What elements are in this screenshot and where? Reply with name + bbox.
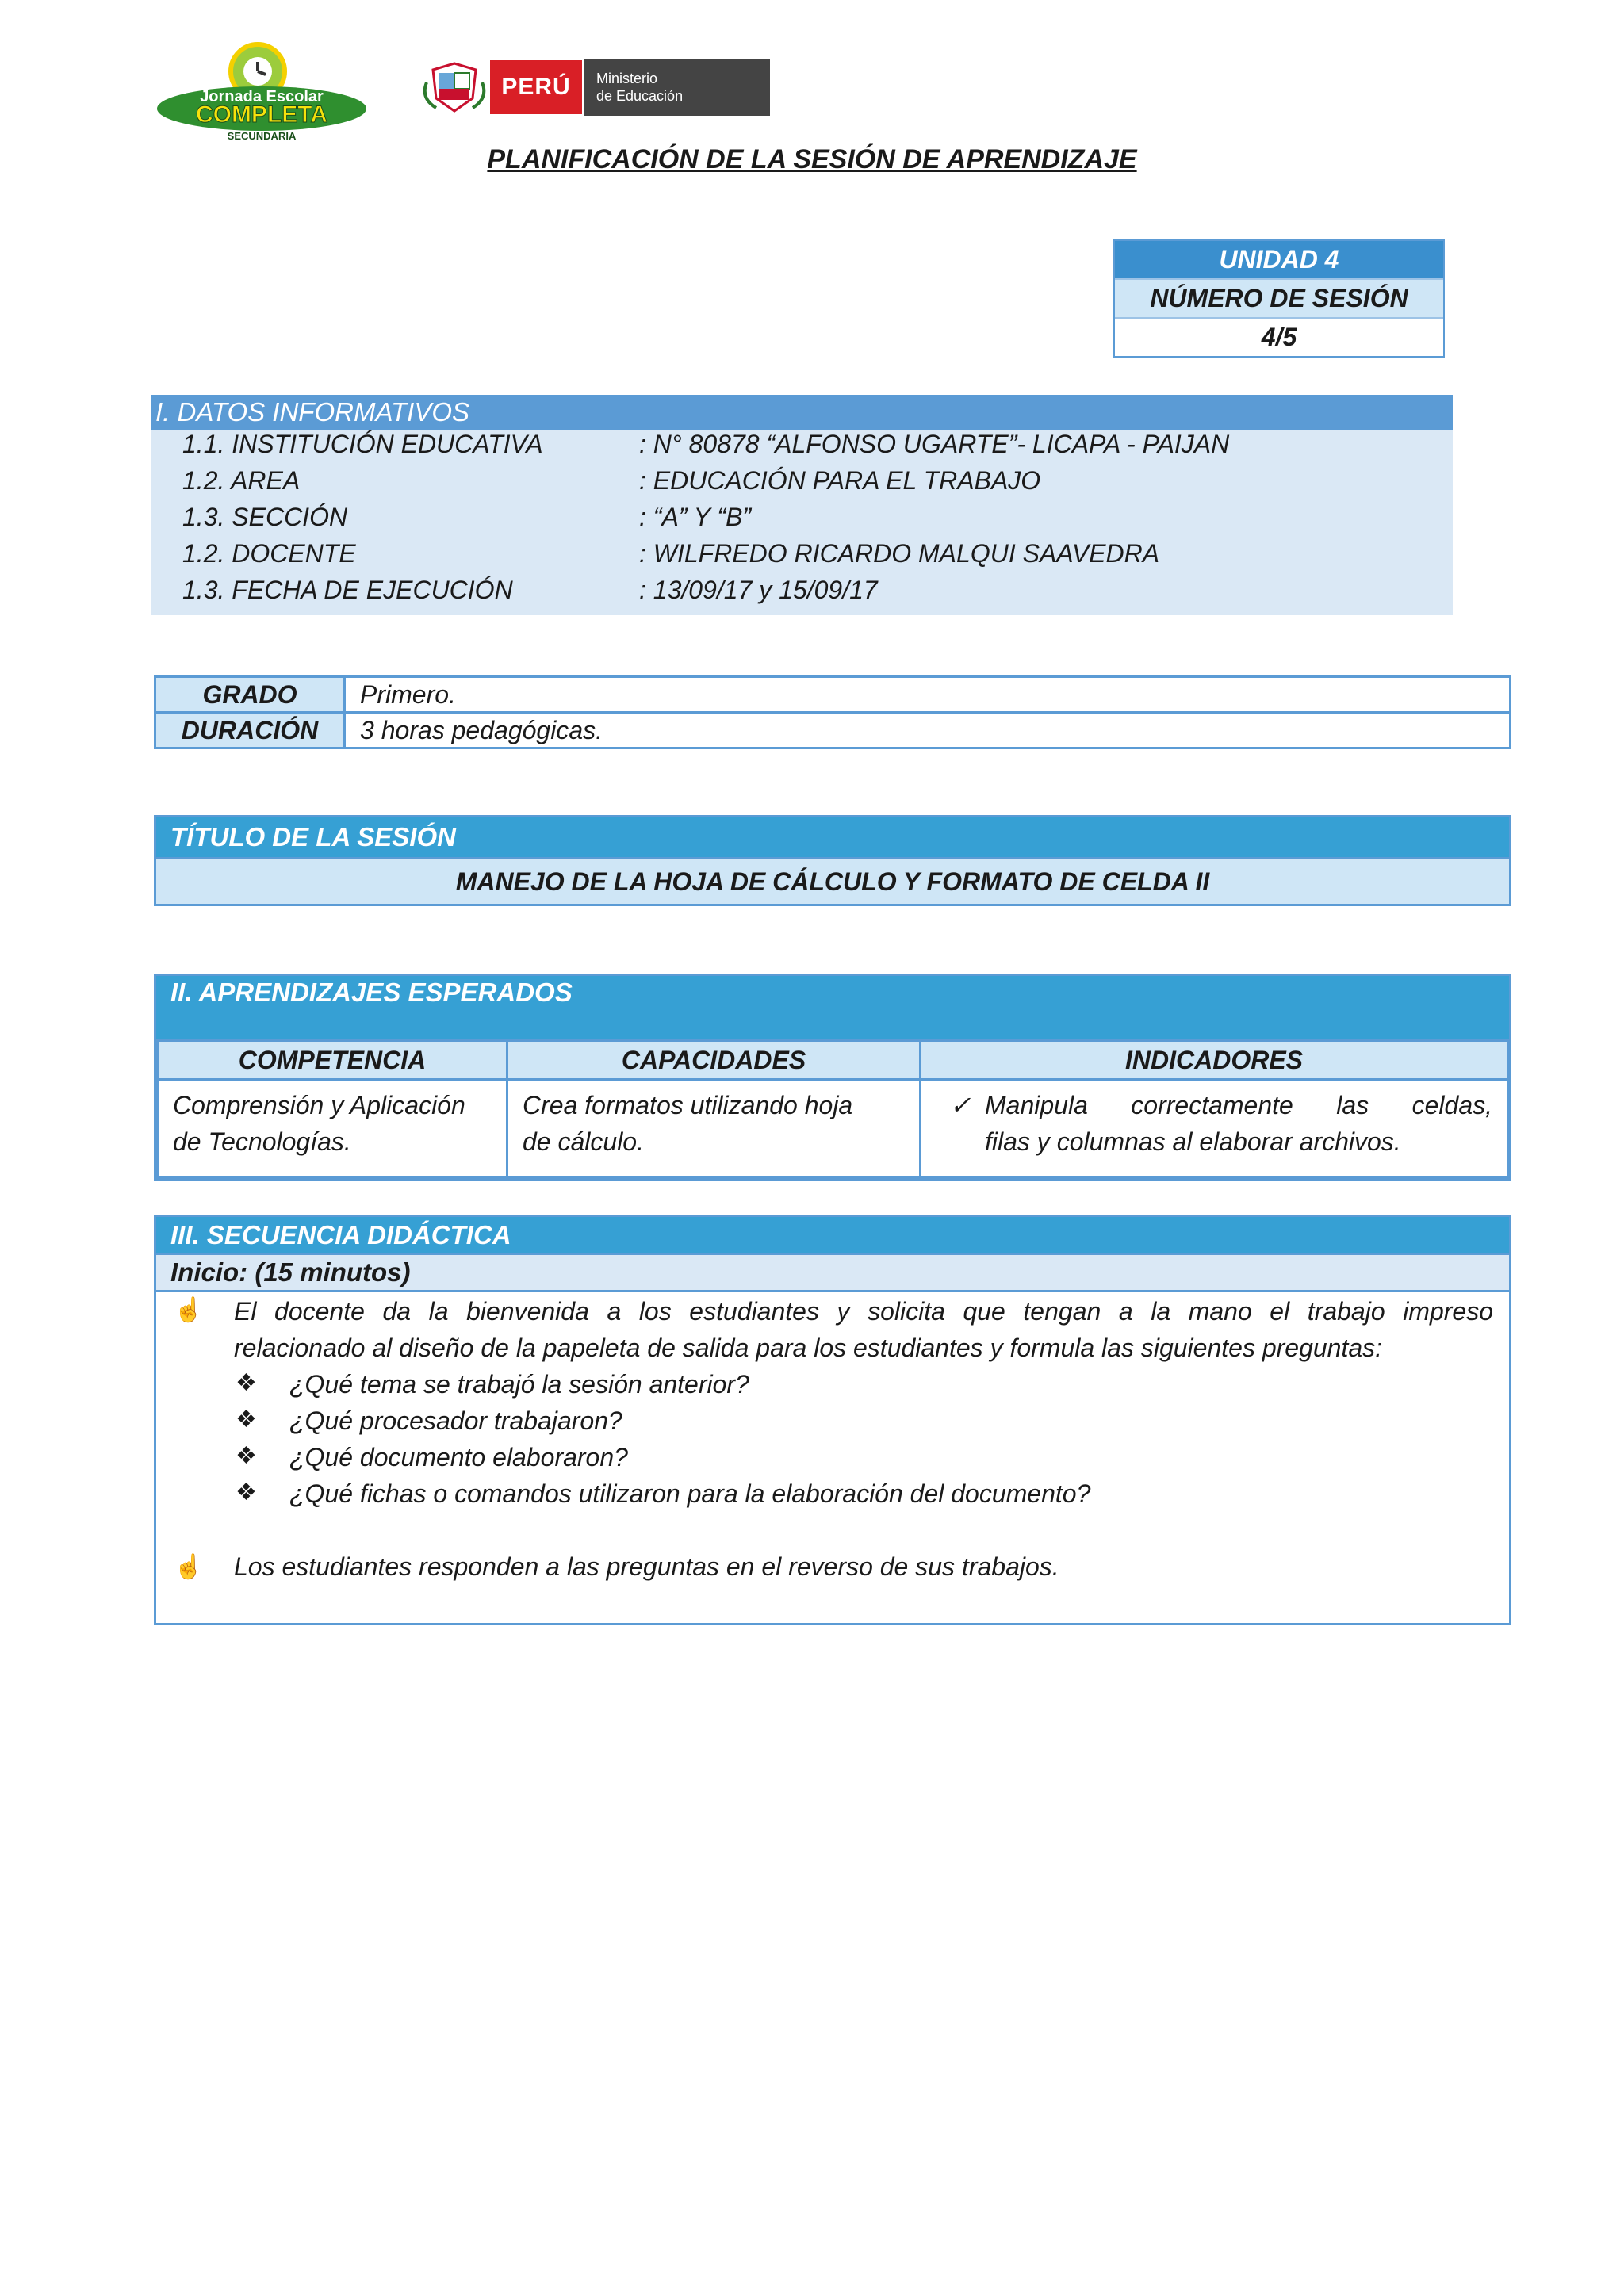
diamond-bullet-icon: ❖ <box>236 1406 257 1433</box>
grado-table <box>154 675 1511 749</box>
diamond-bullet-icon: ❖ <box>236 1370 257 1396</box>
ministerio-line2: de Educación <box>596 88 684 104</box>
jec-line3: SECUNDARIA <box>227 130 297 142</box>
datos-label: 1.2. AREA <box>182 466 301 495</box>
minedu-logo <box>420 59 781 116</box>
table-row <box>155 713 1511 748</box>
unit-label: UNIDAD 4 <box>1115 241 1443 280</box>
pointing-hand-icon: ☝ <box>174 1554 204 1580</box>
datos-value: : 13/09/17 y 15/09/17 <box>639 576 878 604</box>
question-item: ¿Qué tema se trabajó la sesión anterior? <box>289 1370 749 1399</box>
session-number-label: NÚMERO DE SESIÓN <box>1115 280 1443 319</box>
indent-spacer <box>936 1123 985 1160</box>
datos-label: 1.1. INSTITUCIÓN EDUCATIVA <box>182 430 543 458</box>
inicio-paragraph-line: relacionado al diseño de la papeleta de salida para los estudiantes y formula las siguientes preguntas: <box>234 1334 1383 1362</box>
pointing-hand-icon: ☝ <box>174 1297 204 1323</box>
unit-box <box>1113 239 1445 358</box>
aprendizajes-heading: II. APRENDIZAJES ESPERADOS <box>156 976 1509 1039</box>
table-row <box>155 677 1511 713</box>
ministerio-line1: Ministerio <box>596 71 658 86</box>
datos-value: : WILFREDO RICARDO MALQUI SAAVEDRA <box>639 539 1160 568</box>
datos-label: 1.3. SECCIÓN <box>182 503 348 531</box>
page-title: PLANIFICACIÓN DE LA SESIÓN DE APRENDIZAJE <box>487 144 1137 174</box>
aprendizajes-box <box>154 974 1511 1181</box>
indicador-item <box>936 1123 1492 1160</box>
table-row <box>158 1080 1508 1177</box>
datos-value: : “A” Y “B” <box>639 503 752 531</box>
indicador-cell <box>921 1080 1508 1177</box>
ministerio-label <box>584 59 770 116</box>
datos-label: 1.2. DOCENTE <box>182 539 356 568</box>
inicio-heading: Inicio: (15 minutos) <box>156 1253 1509 1292</box>
competencia-line: de Tecnologías. <box>173 1127 351 1156</box>
aprendizajes-table <box>156 1039 1509 1178</box>
grado-label: GRADO <box>155 677 345 713</box>
inicio-paragraph-2: Los estudiantes responden a las preguntas en el reverso de sus trabajos. <box>234 1552 1059 1581</box>
capacidad-cell <box>508 1080 921 1177</box>
indicador-line: Manipula correctamente las celdas, <box>985 1091 1492 1119</box>
datos-row <box>151 430 1453 466</box>
diamond-bullet-icon: ❖ <box>236 1443 257 1469</box>
datos-informativos <box>151 395 1453 615</box>
secuencia-heading: III. SECUENCIA DIDÁCTICA <box>156 1217 1509 1253</box>
jec-logo <box>151 33 373 144</box>
question-item: ¿Qué documento elaboraron? <box>289 1443 628 1471</box>
titulo-sesion-heading: TÍTULO DE LA SESIÓN <box>156 817 1509 857</box>
datos-value: : N° 80878 “ALFONSO UGARTE”- LICAPA - PAIJAN <box>639 430 1230 458</box>
grado-value: Primero. <box>345 677 1511 713</box>
checkmark-icon: ✓ <box>949 1091 971 1119</box>
datos-row <box>151 539 1453 576</box>
jec-logo-graphic <box>151 33 373 144</box>
col-competencia: COMPETENCIA <box>158 1041 508 1080</box>
capacidad-line: de cálculo. <box>523 1127 644 1156</box>
inicio-paragraph-line: El docente da la bienvenida a los estudiantes y solicita que tengan a la mano el trabajo impreso <box>234 1297 1493 1326</box>
datos-label: 1.3. FECHA DE EJECUCIÓN <box>182 576 513 604</box>
datos-row <box>151 576 1453 612</box>
datos-row <box>151 503 1453 539</box>
titulo-sesion-value: MANEJO DE LA HOJA DE CÁLCULO Y FORMATO DE CELDA II <box>156 857 1509 904</box>
duracion-value: 3 horas pedagógicas. <box>345 713 1511 748</box>
diamond-bullet-icon: ❖ <box>236 1479 257 1506</box>
competencia-cell <box>158 1080 508 1177</box>
indicador-item <box>936 1087 1492 1123</box>
indicador-line: filas y columnas al elaborar archivos. <box>985 1127 1401 1156</box>
duracion-label: DURACIÓN <box>155 713 345 748</box>
datos-row <box>151 466 1453 503</box>
col-indicadores: INDICADORES <box>921 1041 1508 1080</box>
session-number-value: 4/5 <box>1115 319 1443 356</box>
col-capacidades: CAPACIDADES <box>508 1041 921 1080</box>
capacidad-line: Crea formatos utilizando hoja <box>523 1091 853 1119</box>
datos-heading: I. DATOS INFORMATIVOS <box>151 395 1453 430</box>
secuencia-box <box>154 1215 1511 1625</box>
question-item: ¿Qué procesador trabajaron? <box>289 1406 622 1435</box>
peru-shield-icon <box>420 59 488 116</box>
peru-label: PERÚ <box>488 59 584 116</box>
table-row <box>158 1041 1508 1080</box>
jec-line1: Jornada Escolar <box>200 88 324 105</box>
datos-value: : EDUCACIÓN PARA EL TRABAJO <box>639 466 1041 495</box>
jec-line2: COMPLETA <box>195 101 328 128</box>
titulo-sesion-box <box>154 815 1511 906</box>
question-item: ¿Qué fichas o comandos utilizaron para la elaboración del documento? <box>289 1479 1091 1508</box>
competencia-line: Comprensión y Aplicación <box>173 1091 465 1119</box>
